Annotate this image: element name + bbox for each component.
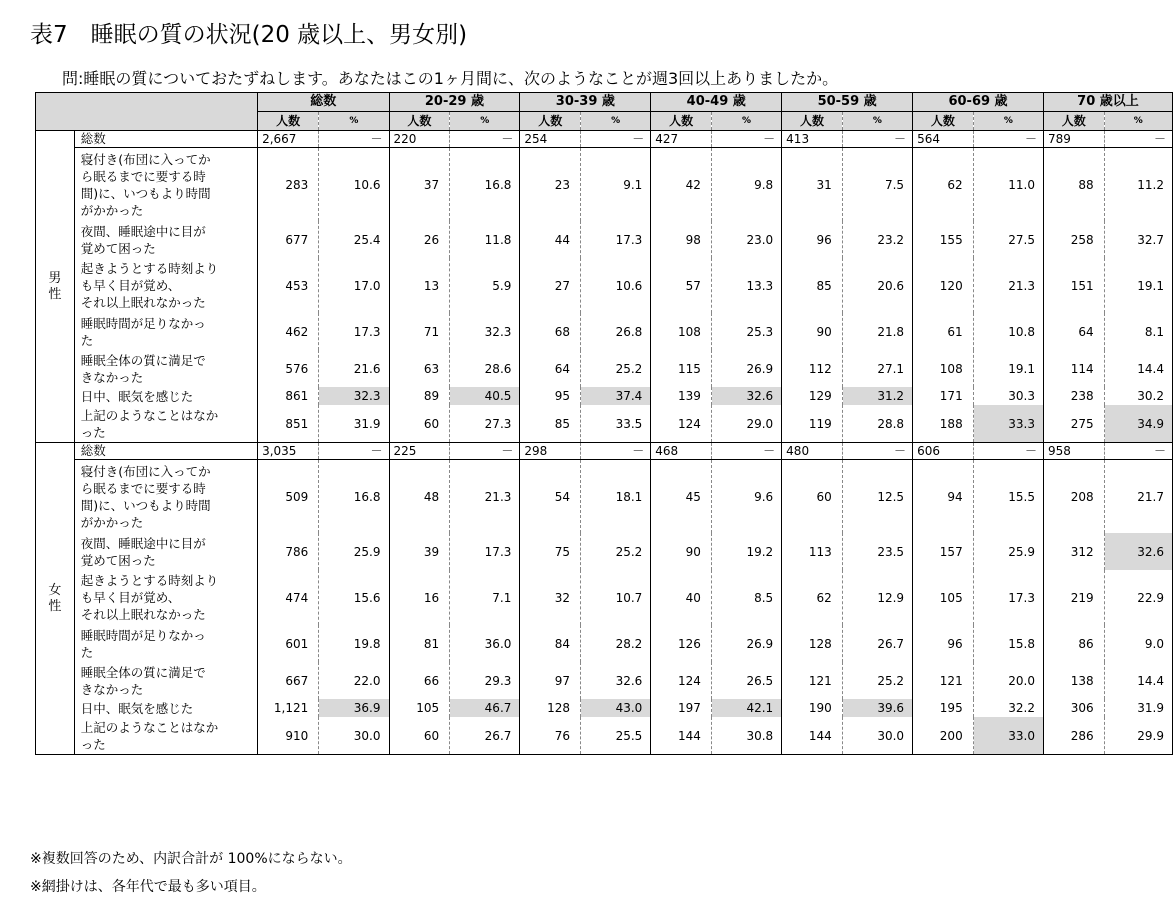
percent-cell: 26.7 bbox=[842, 625, 912, 662]
count-cell: 57 bbox=[651, 258, 712, 313]
percent-cell: 17.3 bbox=[319, 313, 389, 350]
table-row bbox=[36, 460, 1173, 534]
percent-cell: 29.9 bbox=[1104, 717, 1172, 755]
percent-cell: 30.0 bbox=[319, 717, 389, 755]
count-cell: 144 bbox=[782, 717, 843, 755]
count-cell: 95 bbox=[520, 387, 581, 405]
total-row bbox=[36, 443, 1173, 460]
percent-cell: 27.1 bbox=[842, 350, 912, 387]
percent-subheader: % bbox=[842, 112, 912, 131]
count-cell: 23 bbox=[520, 148, 581, 222]
percent-cell: 8.5 bbox=[711, 570, 781, 625]
percent-cell: 10.8 bbox=[973, 313, 1043, 350]
percent-cell: 17.0 bbox=[319, 258, 389, 313]
count-cell: 64 bbox=[520, 350, 581, 387]
count-cell: 129 bbox=[782, 387, 843, 405]
count-cell: 576 bbox=[258, 350, 319, 387]
percent-cell: 19.1 bbox=[973, 350, 1043, 387]
percent-cell: 32.3 bbox=[319, 387, 389, 405]
total-count-cell: 427 bbox=[651, 131, 712, 148]
total-row bbox=[36, 131, 1173, 148]
percent-subheader: % bbox=[319, 112, 389, 131]
count-cell: 121 bbox=[913, 662, 974, 699]
total-percent-cell: － bbox=[450, 131, 520, 148]
count-cell: 108 bbox=[651, 313, 712, 350]
row-label: 寝付き(布団に入ってか ら眠るまでに要する時 間)に、いつもより時間 がかかった bbox=[74, 148, 257, 222]
percent-cell: 21.3 bbox=[450, 460, 520, 534]
percent-cell: 11.2 bbox=[1104, 148, 1172, 222]
percent-cell: 23.5 bbox=[842, 533, 912, 570]
percent-cell: 32.6 bbox=[711, 387, 781, 405]
percent-cell: 17.3 bbox=[450, 533, 520, 570]
count-cell: 96 bbox=[913, 625, 974, 662]
percent-subheader: % bbox=[1104, 112, 1172, 131]
total-percent-cell: － bbox=[973, 443, 1043, 460]
total-count-cell: 564 bbox=[913, 131, 974, 148]
count-cell: 144 bbox=[651, 717, 712, 755]
total-percent-cell: － bbox=[842, 131, 912, 148]
percent-cell: 32.2 bbox=[973, 699, 1043, 717]
percent-cell: 12.5 bbox=[842, 460, 912, 534]
percent-cell: 7.5 bbox=[842, 148, 912, 222]
count-cell: 60 bbox=[389, 405, 450, 443]
age-group-header: 30-39 歳 bbox=[520, 93, 651, 112]
count-cell: 139 bbox=[651, 387, 712, 405]
percent-cell: 23.2 bbox=[842, 221, 912, 258]
count-cell: 84 bbox=[520, 625, 581, 662]
count-cell: 115 bbox=[651, 350, 712, 387]
percent-cell: 33.3 bbox=[973, 405, 1043, 443]
count-cell: 155 bbox=[913, 221, 974, 258]
count-cell: 120 bbox=[913, 258, 974, 313]
count-cell: 32 bbox=[520, 570, 581, 625]
table-row bbox=[36, 699, 1173, 717]
total-count-cell: 413 bbox=[782, 131, 843, 148]
count-cell: 286 bbox=[1043, 717, 1104, 755]
percent-cell: 17.3 bbox=[581, 221, 651, 258]
count-cell: 13 bbox=[389, 258, 450, 313]
count-cell: 786 bbox=[258, 533, 319, 570]
percent-cell: 32.6 bbox=[1104, 533, 1172, 570]
percent-cell: 10.6 bbox=[319, 148, 389, 222]
count-cell: 86 bbox=[1043, 625, 1104, 662]
percent-cell: 33.0 bbox=[973, 717, 1043, 755]
table-row bbox=[36, 313, 1173, 350]
percent-cell: 22.9 bbox=[1104, 570, 1172, 625]
table-row bbox=[36, 625, 1173, 662]
count-cell: 312 bbox=[1043, 533, 1104, 570]
percent-cell: 27.5 bbox=[973, 221, 1043, 258]
percent-cell: 36.9 bbox=[319, 699, 389, 717]
count-cell: 208 bbox=[1043, 460, 1104, 534]
table-row bbox=[36, 570, 1173, 625]
percent-cell: 19.1 bbox=[1104, 258, 1172, 313]
percent-cell: 16.8 bbox=[450, 148, 520, 222]
row-label: 夜間、睡眠途中に目が 覚めて困った bbox=[74, 221, 257, 258]
percent-cell: 15.6 bbox=[319, 570, 389, 625]
count-cell: 71 bbox=[389, 313, 450, 350]
age-group-header: 総数 bbox=[258, 93, 389, 112]
percent-cell: 30.2 bbox=[1104, 387, 1172, 405]
percent-subheader: % bbox=[973, 112, 1043, 131]
total-count-cell: 225 bbox=[389, 443, 450, 460]
total-count-cell: 468 bbox=[651, 443, 712, 460]
percent-cell: 25.2 bbox=[581, 350, 651, 387]
count-cell: 238 bbox=[1043, 387, 1104, 405]
percent-cell: 29.3 bbox=[450, 662, 520, 699]
total-count-cell: 220 bbox=[389, 131, 450, 148]
count-cell: 40 bbox=[651, 570, 712, 625]
percent-cell: 25.5 bbox=[581, 717, 651, 755]
age-group-header: 20-29 歳 bbox=[389, 93, 520, 112]
percent-cell: 32.6 bbox=[581, 662, 651, 699]
total-percent-cell: － bbox=[711, 443, 781, 460]
table-row bbox=[36, 662, 1173, 699]
count-cell: 64 bbox=[1043, 313, 1104, 350]
percent-cell: 21.8 bbox=[842, 313, 912, 350]
percent-subheader: % bbox=[450, 112, 520, 131]
percent-cell: 26.9 bbox=[711, 350, 781, 387]
percent-cell: 5.9 bbox=[450, 258, 520, 313]
percent-cell: 9.6 bbox=[711, 460, 781, 534]
count-cell: 306 bbox=[1043, 699, 1104, 717]
count-cell: 60 bbox=[389, 717, 450, 755]
count-cell: 126 bbox=[651, 625, 712, 662]
count-cell: 63 bbox=[389, 350, 450, 387]
count-cell: 200 bbox=[913, 717, 974, 755]
percent-cell: 36.0 bbox=[450, 625, 520, 662]
percent-cell: 21.7 bbox=[1104, 460, 1172, 534]
count-cell: 190 bbox=[782, 699, 843, 717]
row-label: 寝付き(布団に入ってか ら眠るまでに要する時 間)に、いつもより時間 がかかった bbox=[74, 460, 257, 534]
count-cell: 96 bbox=[782, 221, 843, 258]
percent-cell: 18.1 bbox=[581, 460, 651, 534]
total-percent-cell: － bbox=[581, 131, 651, 148]
row-label: 睡眠時間が足りなかっ た bbox=[74, 313, 257, 350]
count-cell: 112 bbox=[782, 350, 843, 387]
count-cell: 89 bbox=[389, 387, 450, 405]
count-cell: 31 bbox=[782, 148, 843, 222]
count-cell: 601 bbox=[258, 625, 319, 662]
total-percent-cell: － bbox=[973, 131, 1043, 148]
count-cell: 81 bbox=[389, 625, 450, 662]
total-count-cell: 958 bbox=[1043, 443, 1104, 460]
count-cell: 42 bbox=[651, 148, 712, 222]
total-count-cell: 789 bbox=[1043, 131, 1104, 148]
percent-cell: 27.3 bbox=[450, 405, 520, 443]
percent-cell: 20.0 bbox=[973, 662, 1043, 699]
count-cell: 910 bbox=[258, 717, 319, 755]
header-row-age-groups bbox=[36, 93, 1173, 112]
count-cell: 188 bbox=[913, 405, 974, 443]
total-percent-cell: － bbox=[450, 443, 520, 460]
count-cell: 453 bbox=[258, 258, 319, 313]
percent-cell: 34.9 bbox=[1104, 405, 1172, 443]
percent-cell: 11.8 bbox=[450, 221, 520, 258]
percent-cell: 32.3 bbox=[450, 313, 520, 350]
percent-cell: 21.3 bbox=[973, 258, 1043, 313]
percent-cell: 31.9 bbox=[1104, 699, 1172, 717]
percent-cell: 8.1 bbox=[1104, 313, 1172, 350]
row-label: 総数 bbox=[74, 131, 257, 148]
count-cell: 39 bbox=[389, 533, 450, 570]
table-row bbox=[36, 533, 1173, 570]
count-cell: 124 bbox=[651, 662, 712, 699]
count-cell: 171 bbox=[913, 387, 974, 405]
page-title: 表7 睡眠の質の状況(20 歳以上、男女別) bbox=[30, 22, 468, 48]
row-label: 日中、眠気を感じた bbox=[74, 699, 257, 717]
count-cell: 61 bbox=[913, 313, 974, 350]
total-percent-cell: － bbox=[1104, 131, 1172, 148]
count-cell: 128 bbox=[782, 625, 843, 662]
count-cell: 861 bbox=[258, 387, 319, 405]
total-count-cell: 606 bbox=[913, 443, 974, 460]
count-cell: 108 bbox=[913, 350, 974, 387]
total-count-cell: 2,667 bbox=[258, 131, 319, 148]
count-cell: 98 bbox=[651, 221, 712, 258]
percent-cell: 14.4 bbox=[1104, 662, 1172, 699]
percent-cell: 17.3 bbox=[973, 570, 1043, 625]
count-cell: 37 bbox=[389, 148, 450, 222]
count-subheader: 人数 bbox=[258, 112, 319, 131]
percent-subheader: % bbox=[711, 112, 781, 131]
percent-cell: 40.5 bbox=[450, 387, 520, 405]
header-corner-cell bbox=[36, 93, 258, 131]
row-label: 日中、眠気を感じた bbox=[74, 387, 257, 405]
count-cell: 677 bbox=[258, 221, 319, 258]
count-cell: 90 bbox=[782, 313, 843, 350]
count-cell: 44 bbox=[520, 221, 581, 258]
percent-cell: 28.6 bbox=[450, 350, 520, 387]
total-count-cell: 3,035 bbox=[258, 443, 319, 460]
count-cell: 85 bbox=[520, 405, 581, 443]
count-cell: 45 bbox=[651, 460, 712, 534]
count-cell: 219 bbox=[1043, 570, 1104, 625]
sex-label: 男 性 bbox=[36, 131, 75, 443]
total-count-cell: 480 bbox=[782, 443, 843, 460]
percent-cell: 32.7 bbox=[1104, 221, 1172, 258]
count-cell: 151 bbox=[1043, 258, 1104, 313]
percent-cell: 11.0 bbox=[973, 148, 1043, 222]
count-cell: 85 bbox=[782, 258, 843, 313]
percent-cell: 14.4 bbox=[1104, 350, 1172, 387]
count-cell: 68 bbox=[520, 313, 581, 350]
percent-cell: 31.2 bbox=[842, 387, 912, 405]
percent-cell: 30.8 bbox=[711, 717, 781, 755]
percent-cell: 21.6 bbox=[319, 350, 389, 387]
row-label: 上記のようなことはなか った bbox=[74, 717, 257, 755]
percent-cell: 9.0 bbox=[1104, 625, 1172, 662]
total-percent-cell: － bbox=[1104, 443, 1172, 460]
percent-cell: 19.2 bbox=[711, 533, 781, 570]
percent-cell: 25.2 bbox=[842, 662, 912, 699]
count-subheader: 人数 bbox=[782, 112, 843, 131]
percent-cell: 15.8 bbox=[973, 625, 1043, 662]
count-cell: 48 bbox=[389, 460, 450, 534]
percent-cell: 25.2 bbox=[581, 533, 651, 570]
percent-cell: 26.9 bbox=[711, 625, 781, 662]
sleep-quality-table bbox=[35, 92, 1173, 755]
total-percent-cell: － bbox=[711, 131, 781, 148]
table-row bbox=[36, 258, 1173, 313]
percent-cell: 28.2 bbox=[581, 625, 651, 662]
percent-cell: 26.5 bbox=[711, 662, 781, 699]
count-cell: 114 bbox=[1043, 350, 1104, 387]
count-cell: 462 bbox=[258, 313, 319, 350]
total-percent-cell: － bbox=[319, 443, 389, 460]
percent-cell: 15.5 bbox=[973, 460, 1043, 534]
count-subheader: 人数 bbox=[1043, 112, 1104, 131]
percent-cell: 30.3 bbox=[973, 387, 1043, 405]
percent-cell: 26.7 bbox=[450, 717, 520, 755]
count-cell: 197 bbox=[651, 699, 712, 717]
total-percent-cell: － bbox=[319, 131, 389, 148]
row-label: 起きようとする時刻より も早く目が覚め、 それ以上眠れなかった bbox=[74, 258, 257, 313]
count-cell: 124 bbox=[651, 405, 712, 443]
row-label: 起きようとする時刻より も早く目が覚め、 それ以上眠れなかった bbox=[74, 570, 257, 625]
count-cell: 1,121 bbox=[258, 699, 319, 717]
percent-cell: 9.1 bbox=[581, 148, 651, 222]
percent-cell: 25.3 bbox=[711, 313, 781, 350]
total-percent-cell: － bbox=[581, 443, 651, 460]
percent-cell: 22.0 bbox=[319, 662, 389, 699]
percent-cell: 31.9 bbox=[319, 405, 389, 443]
count-subheader: 人数 bbox=[520, 112, 581, 131]
count-cell: 97 bbox=[520, 662, 581, 699]
count-cell: 54 bbox=[520, 460, 581, 534]
percent-cell: 28.8 bbox=[842, 405, 912, 443]
count-cell: 26 bbox=[389, 221, 450, 258]
age-group-header: 60-69 歳 bbox=[913, 93, 1044, 112]
count-cell: 75 bbox=[520, 533, 581, 570]
percent-cell: 13.3 bbox=[711, 258, 781, 313]
percent-cell: 12.9 bbox=[842, 570, 912, 625]
count-cell: 27 bbox=[520, 258, 581, 313]
count-cell: 94 bbox=[913, 460, 974, 534]
percent-cell: 16.8 bbox=[319, 460, 389, 534]
count-cell: 119 bbox=[782, 405, 843, 443]
footnote-shading: ※網掛けは、各年代で最も多い項目。 bbox=[30, 879, 266, 895]
table-row bbox=[36, 405, 1173, 443]
percent-cell: 46.7 bbox=[450, 699, 520, 717]
percent-cell: 25.4 bbox=[319, 221, 389, 258]
percent-cell: 10.6 bbox=[581, 258, 651, 313]
age-group-header: 70 歳以上 bbox=[1043, 93, 1172, 112]
count-cell: 62 bbox=[782, 570, 843, 625]
percent-cell: 37.4 bbox=[581, 387, 651, 405]
percent-cell: 42.1 bbox=[711, 699, 781, 717]
count-cell: 60 bbox=[782, 460, 843, 534]
percent-cell: 33.5 bbox=[581, 405, 651, 443]
count-cell: 16 bbox=[389, 570, 450, 625]
percent-cell: 25.9 bbox=[319, 533, 389, 570]
total-count-cell: 298 bbox=[520, 443, 581, 460]
count-cell: 258 bbox=[1043, 221, 1104, 258]
percent-cell: 19.8 bbox=[319, 625, 389, 662]
count-cell: 157 bbox=[913, 533, 974, 570]
count-cell: 283 bbox=[258, 148, 319, 222]
percent-cell: 26.8 bbox=[581, 313, 651, 350]
percent-cell: 9.8 bbox=[711, 148, 781, 222]
count-subheader: 人数 bbox=[389, 112, 450, 131]
percent-cell: 43.0 bbox=[581, 699, 651, 717]
percent-cell: 25.9 bbox=[973, 533, 1043, 570]
row-label: 睡眠全体の質に満足で きなかった bbox=[74, 662, 257, 699]
table-row bbox=[36, 350, 1173, 387]
row-label: 夜間、睡眠途中に目が 覚めて困った bbox=[74, 533, 257, 570]
row-label: 上記のようなことはなか った bbox=[74, 405, 257, 443]
count-cell: 121 bbox=[782, 662, 843, 699]
percent-cell: 20.6 bbox=[842, 258, 912, 313]
count-cell: 90 bbox=[651, 533, 712, 570]
age-group-header: 50-59 歳 bbox=[782, 93, 913, 112]
percent-cell: 23.0 bbox=[711, 221, 781, 258]
count-cell: 138 bbox=[1043, 662, 1104, 699]
percent-cell: 30.0 bbox=[842, 717, 912, 755]
total-percent-cell: － bbox=[842, 443, 912, 460]
count-cell: 105 bbox=[913, 570, 974, 625]
total-count-cell: 254 bbox=[520, 131, 581, 148]
table-row bbox=[36, 148, 1173, 222]
table-row bbox=[36, 717, 1173, 755]
count-cell: 88 bbox=[1043, 148, 1104, 222]
count-cell: 76 bbox=[520, 717, 581, 755]
percent-cell: 29.0 bbox=[711, 405, 781, 443]
percent-cell: 39.6 bbox=[842, 699, 912, 717]
row-label: 総数 bbox=[74, 443, 257, 460]
count-cell: 128 bbox=[520, 699, 581, 717]
count-cell: 474 bbox=[258, 570, 319, 625]
age-group-header: 40-49 歳 bbox=[651, 93, 782, 112]
count-cell: 275 bbox=[1043, 405, 1104, 443]
count-cell: 851 bbox=[258, 405, 319, 443]
count-cell: 62 bbox=[913, 148, 974, 222]
percent-cell: 10.7 bbox=[581, 570, 651, 625]
footnote-multiple-answers: ※複数回答のため、内訳合計が 100%にならない。 bbox=[30, 851, 352, 867]
count-subheader: 人数 bbox=[913, 112, 974, 131]
row-label: 睡眠時間が足りなかっ た bbox=[74, 625, 257, 662]
count-cell: 667 bbox=[258, 662, 319, 699]
survey-question: 問:睡眠の質についておたずねします。あなたはこの1ヶ月間に、次のようなことが週3回以上ありましたか。 bbox=[62, 69, 839, 88]
count-cell: 105 bbox=[389, 699, 450, 717]
percent-subheader: % bbox=[581, 112, 651, 131]
count-cell: 66 bbox=[389, 662, 450, 699]
row-label: 睡眠全体の質に満足で きなかった bbox=[74, 350, 257, 387]
table-row bbox=[36, 387, 1173, 405]
count-cell: 509 bbox=[258, 460, 319, 534]
count-cell: 195 bbox=[913, 699, 974, 717]
count-subheader: 人数 bbox=[651, 112, 712, 131]
sex-label: 女 性 bbox=[36, 443, 75, 755]
count-cell: 113 bbox=[782, 533, 843, 570]
table-row bbox=[36, 221, 1173, 258]
percent-cell: 7.1 bbox=[450, 570, 520, 625]
